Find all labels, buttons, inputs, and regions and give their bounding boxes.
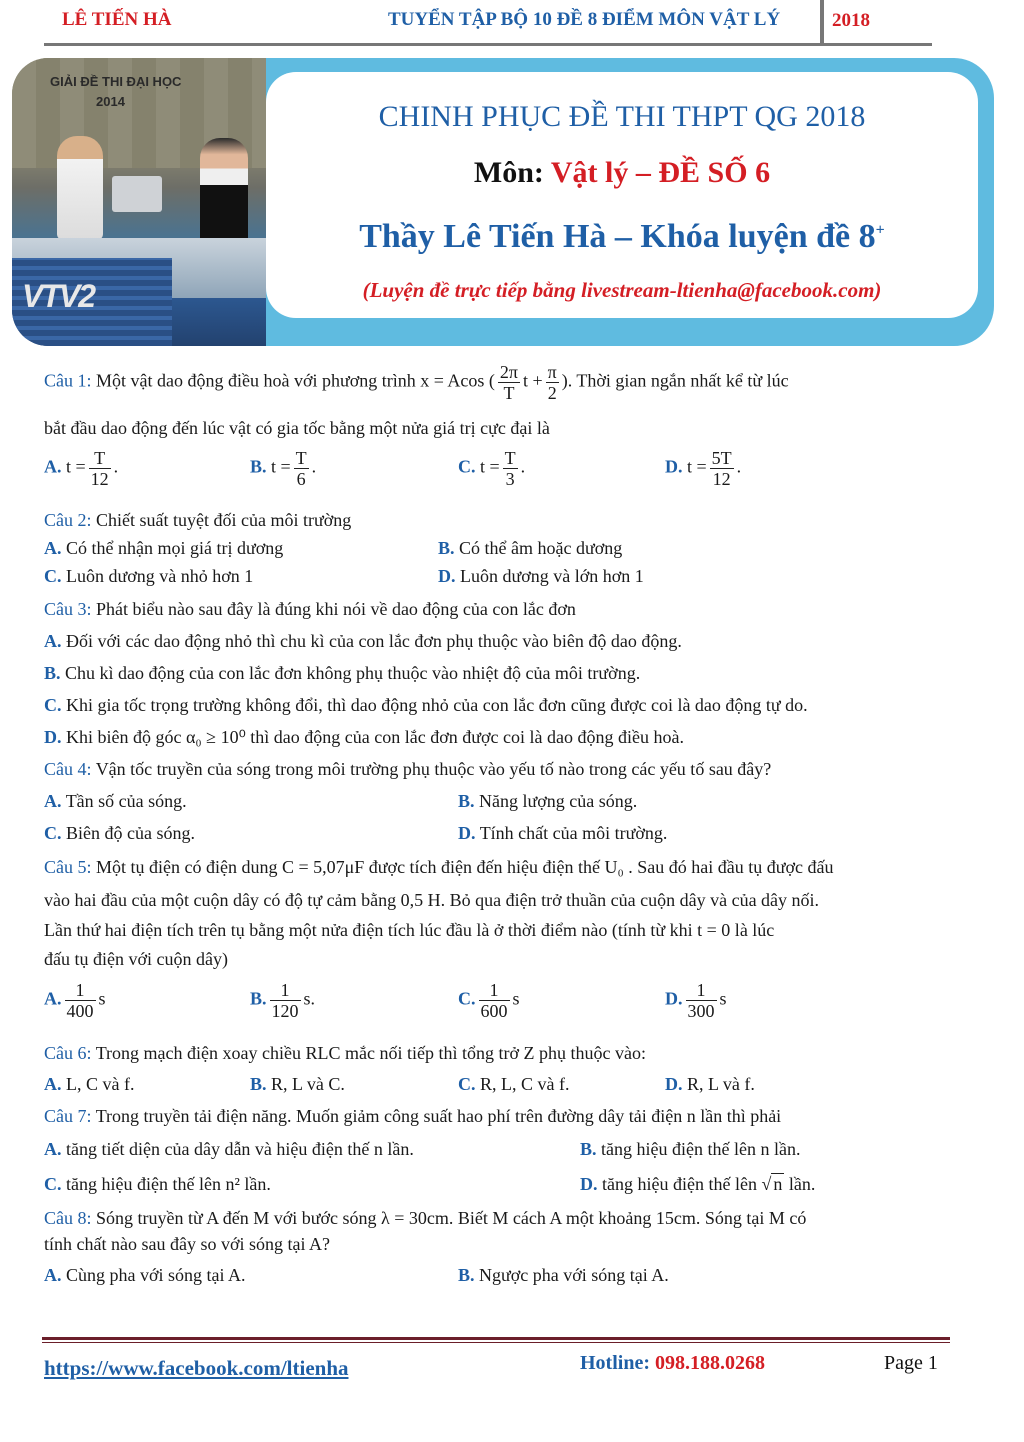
hotline-number: 098.188.0268	[655, 1352, 765, 1374]
option-text: Tính chất của môi trường.	[479, 823, 668, 843]
photo-channel-logo: VTV2	[22, 278, 95, 314]
numerator: T	[504, 448, 516, 468]
header-rule	[44, 43, 932, 46]
option-text: R, L và f.	[687, 1074, 755, 1094]
option-1c	[458, 448, 525, 489]
question-5-line1: Một tụ điện có điện dung C = 5,07μF được tích điện đến hiệu điện thế U₀ . Sau đó hai đầu tụ được đấu	[96, 857, 834, 877]
numerator: 1	[280, 980, 290, 1000]
denominator: 2	[546, 382, 559, 403]
option-text: Cùng pha với sóng tại A.	[66, 1265, 246, 1285]
option-text: Chu kì dao động của con lắc đơn không phụ thuộc vào nhiệt độ của môi trường.	[65, 663, 641, 683]
question-5-line3: Lần thứ hai điện tích trên tụ bằng một nửa điện tích lúc đầu là ở thời điểm nào (tính từ khi t = 0 là lúc	[44, 920, 775, 940]
option-text: tăng hiệu điện thế lên n lần.	[601, 1139, 801, 1159]
option-label: C.	[458, 456, 476, 477]
option-label: A.	[44, 1265, 62, 1285]
question-5-label: Câu 5:	[44, 857, 92, 877]
option-label: B.	[458, 791, 475, 811]
photo-sign-text: GIẢI ĐỀ THI ĐẠI HỌC	[50, 74, 182, 89]
option-label: C.	[458, 1074, 476, 1094]
option-5d	[665, 980, 727, 1021]
option-2a	[44, 537, 283, 559]
banner-livestream: (Luyện đề trực tiếp bằng livestream-ltienha@facebook.com)	[362, 278, 882, 302]
question-4-text: Vận tốc truyền của sóng trong môi trường phụ thuộc vào yếu tố nào trong các yếu tố sau đây?	[95, 759, 772, 779]
option-label: D.	[438, 566, 456, 586]
question-7	[44, 1105, 781, 1127]
fraction	[65, 980, 96, 1021]
question-3-text: Phát biểu nào sau đây là đúng khi nói về dao động của con lắc đơn	[96, 599, 576, 619]
denominator: 12	[710, 468, 734, 489]
option-5b	[250, 980, 315, 1021]
header-year: 2018	[832, 10, 870, 31]
option-8b	[458, 1264, 669, 1286]
option-text: Khi gia tốc trọng trường không đổi, thì dao động nhỏ của con lắc đơn cũng được coi là dao động tự do.	[66, 695, 808, 715]
question-5	[44, 856, 834, 878]
numerator: T	[295, 448, 307, 468]
option-text: t =	[480, 456, 500, 477]
numerator: 1	[696, 980, 706, 1000]
photo-sign-year: 2014	[96, 94, 125, 109]
numerator: 5T	[711, 448, 732, 468]
teacher-text: Thầy Lê Tiến Hà – Khóa luyện đề 8	[359, 218, 876, 255]
option-label: A.	[44, 538, 62, 558]
sqrt-radicand: n	[773, 1174, 783, 1194]
question-3	[44, 598, 576, 620]
fraction	[270, 980, 301, 1021]
option-8a	[44, 1264, 246, 1286]
option-label: B.	[250, 456, 267, 477]
option-1b	[250, 448, 316, 489]
option-text: Ngược pha với sóng tại A.	[479, 1265, 669, 1285]
option-label: B.	[580, 1139, 597, 1159]
option-label: C.	[44, 823, 62, 843]
option-1a	[44, 448, 118, 489]
option-label: B.	[250, 988, 267, 1009]
option-text: Luôn dương và lớn hơn 1	[460, 566, 644, 586]
option-text: Đối với các dao động nhỏ thì chu kì của con lắc đơn phụ thuộc vào biên độ dao động.	[66, 631, 682, 651]
option-label: B.	[44, 663, 61, 683]
option-3b	[44, 662, 640, 684]
header-series-title: TUYỂN TẬP BỘ 10 ĐỀ 8 ĐIỂM MÔN VẬT LÝ	[388, 9, 781, 30]
option-5a	[44, 980, 106, 1021]
option-4d	[458, 822, 667, 844]
question-6-text: Trong mạch điện xoay chiều RLC mắc nối tiếp thì tổng trở Z phụ thuộc vào:	[95, 1043, 646, 1063]
option-label: A.	[44, 988, 62, 1009]
option-text: R, L, C và f.	[480, 1074, 570, 1094]
option-4b	[458, 790, 637, 812]
option-text: Khi biên độ góc α₀ ≥ 10⁰ thì dao động của con lắc đơn được coi là dao động điều hoà.	[66, 727, 684, 747]
denominator: T	[498, 382, 520, 403]
denominator: 120	[271, 1001, 299, 1021]
question-2-text: Chiết suất tuyệt đối của môi trường	[96, 510, 352, 530]
option-label: B.	[250, 1074, 267, 1094]
denominator: 12	[90, 469, 109, 489]
numerator: 2π	[499, 362, 518, 382]
option-text: L, C và f.	[66, 1074, 135, 1094]
option-text: t =	[687, 456, 707, 477]
option-7a	[44, 1138, 414, 1160]
option-label: C.	[44, 695, 62, 715]
fraction	[294, 448, 309, 489]
question-1-text-a: Một vật dao động điều hoà với phương trình x = Acos (	[96, 370, 495, 391]
photo-laptop	[112, 176, 162, 212]
option-text: t =	[271, 456, 291, 477]
option-2c	[44, 565, 253, 587]
option-7b	[580, 1138, 800, 1160]
option-7d: D. tăng hiệu điện thế lên √ n lần.	[580, 1174, 816, 1194]
denominator: 300	[687, 1001, 715, 1021]
photo-person-left	[57, 136, 103, 240]
option-text: Luôn dương và nhỏ hơn 1	[66, 566, 254, 586]
question-1-line2: bắt đầu dao động đến lúc vật có gia tốc bằng một nửa giá trị cực đại là	[44, 418, 550, 438]
option-label: B.	[458, 1265, 475, 1285]
fraction	[498, 362, 520, 403]
subject-label: Môn:	[473, 156, 544, 189]
facebook-link[interactable]: https://www.facebook.com/ltienha	[44, 1356, 349, 1380]
option-suffix: s	[512, 988, 520, 1009]
header-divider	[820, 0, 824, 44]
question-4	[44, 758, 771, 780]
option-6c	[458, 1073, 570, 1095]
option-label: C.	[44, 1174, 62, 1194]
fraction	[710, 448, 734, 489]
question-1-label: Câu 1:	[44, 370, 92, 391]
option-suffix: .	[520, 456, 526, 477]
option-text: t =	[66, 456, 86, 477]
option-5c	[458, 980, 520, 1021]
option-label: C.	[458, 988, 476, 1009]
banner-teacher	[266, 218, 978, 256]
option-text: R, L và C.	[271, 1074, 345, 1094]
option-7c	[44, 1173, 271, 1195]
option-label: A.	[44, 631, 62, 651]
option-6d	[665, 1073, 755, 1095]
option-text: tăng hiệu điện thế lên n² lần.	[66, 1174, 271, 1194]
hotline	[580, 1352, 765, 1375]
question-1-text-b: ). Thời gian ngắn nhất kể từ lúc	[561, 370, 789, 391]
fraction	[479, 980, 510, 1021]
option-2d	[438, 565, 644, 587]
footer-rule-thin	[42, 1342, 950, 1343]
question-8-line1: Sóng truyền từ A đến M với bước sóng λ = 30cm. Biết M cách A một khoảng 15cm. Sóng tại M có	[96, 1208, 807, 1228]
option-text: tăng hiệu điện thế lên	[602, 1174, 757, 1194]
option-label: D.	[458, 823, 476, 843]
footer-rule	[42, 1337, 950, 1340]
question-5-line2: vào hai đầu của một cuộn dây có độ tự cảm bằng 0,5 H. Bỏ qua điện trở thuần của cuộn dây và của dây nối.	[44, 890, 820, 910]
option-text: Có thể nhận mọi giá trị dương	[66, 538, 284, 558]
option-6a	[44, 1073, 134, 1095]
question-8-label: Câu 8:	[44, 1208, 92, 1228]
option-label: D.	[580, 1174, 598, 1194]
option-label: C.	[44, 566, 62, 586]
option-label: A.	[44, 456, 62, 477]
option-text: Biên độ của sóng.	[66, 823, 195, 843]
option-text: Có thể âm hoặc dương	[459, 538, 623, 558]
question-2-label: Câu 2:	[44, 510, 92, 530]
option-suffix: .	[311, 456, 317, 477]
option-label: D.	[665, 1074, 683, 1094]
option-label: A.	[44, 1139, 62, 1159]
teacher-sup: +	[875, 221, 885, 239]
banner-title: CHINH PHỤC ĐỀ THI THPT QG 2018	[378, 100, 866, 133]
subject-value: Vật lý – ĐỀ SỐ 6	[550, 156, 771, 189]
option-6b	[250, 1073, 345, 1095]
option-label: A.	[44, 1074, 62, 1094]
option-label: B.	[438, 538, 455, 558]
page-number: Page 1	[884, 1352, 938, 1374]
hotline-label: Hotline:	[580, 1352, 650, 1374]
denominator: 600	[480, 1001, 508, 1021]
option-label: A.	[44, 791, 62, 811]
numerator: π	[547, 362, 557, 382]
denominator: 400	[66, 1001, 94, 1021]
question-3-label: Câu 3:	[44, 599, 92, 619]
option-3a	[44, 630, 682, 652]
option-text: Tần số của sóng.	[65, 791, 187, 811]
question-6-label: Câu 6:	[44, 1043, 92, 1063]
option-1d	[665, 448, 741, 489]
option-suffix: s	[719, 988, 727, 1009]
question-4-label: Câu 4:	[44, 759, 92, 779]
fraction	[503, 448, 518, 489]
numerator: 1	[489, 980, 499, 1000]
banner-subject	[266, 156, 978, 190]
option-suffix: s.	[303, 988, 316, 1009]
banner-photo	[12, 58, 266, 346]
option-4a	[44, 790, 187, 812]
option-suffix: s	[98, 988, 106, 1009]
question-6	[44, 1042, 646, 1064]
fraction	[546, 362, 559, 403]
question-2	[44, 509, 351, 531]
option-4c	[44, 822, 195, 844]
option-3d	[44, 726, 684, 748]
question-5-line4: đấu tụ điện với cuộn dây)	[44, 949, 228, 969]
header-author: LÊ TIẾN HÀ	[62, 9, 172, 30]
option-suffix: .	[736, 456, 742, 477]
question-7-label: Câu 7:	[44, 1106, 92, 1126]
option-3c	[44, 694, 808, 716]
option-2b	[438, 537, 622, 559]
fraction	[686, 980, 717, 1021]
option-text: Năng lượng của sóng.	[479, 791, 638, 811]
fraction	[89, 448, 111, 489]
option-suffix: lần.	[788, 1174, 816, 1194]
option-label: D.	[665, 988, 683, 1009]
question-1-mid: t +	[523, 370, 543, 391]
question-8-line2: tính chất nào sau đây so với sóng tại A?	[44, 1234, 330, 1254]
option-label: D.	[665, 456, 683, 477]
numerator: 1	[75, 980, 85, 1000]
question-1	[44, 362, 789, 403]
option-text: tăng tiết diện của dây dẫn và hiệu điện thế n lần.	[66, 1139, 414, 1159]
option-suffix: .	[113, 456, 119, 477]
question-7-text: Trong truyền tải điện năng. Muốn giảm công suất hao phí trên đường dây tải điện n lần thì phải	[95, 1106, 782, 1126]
numerator: T	[94, 448, 106, 468]
denominator: 3	[503, 468, 518, 489]
denominator: 6	[294, 468, 309, 489]
option-label: D.	[44, 727, 62, 747]
question-8	[44, 1207, 806, 1229]
